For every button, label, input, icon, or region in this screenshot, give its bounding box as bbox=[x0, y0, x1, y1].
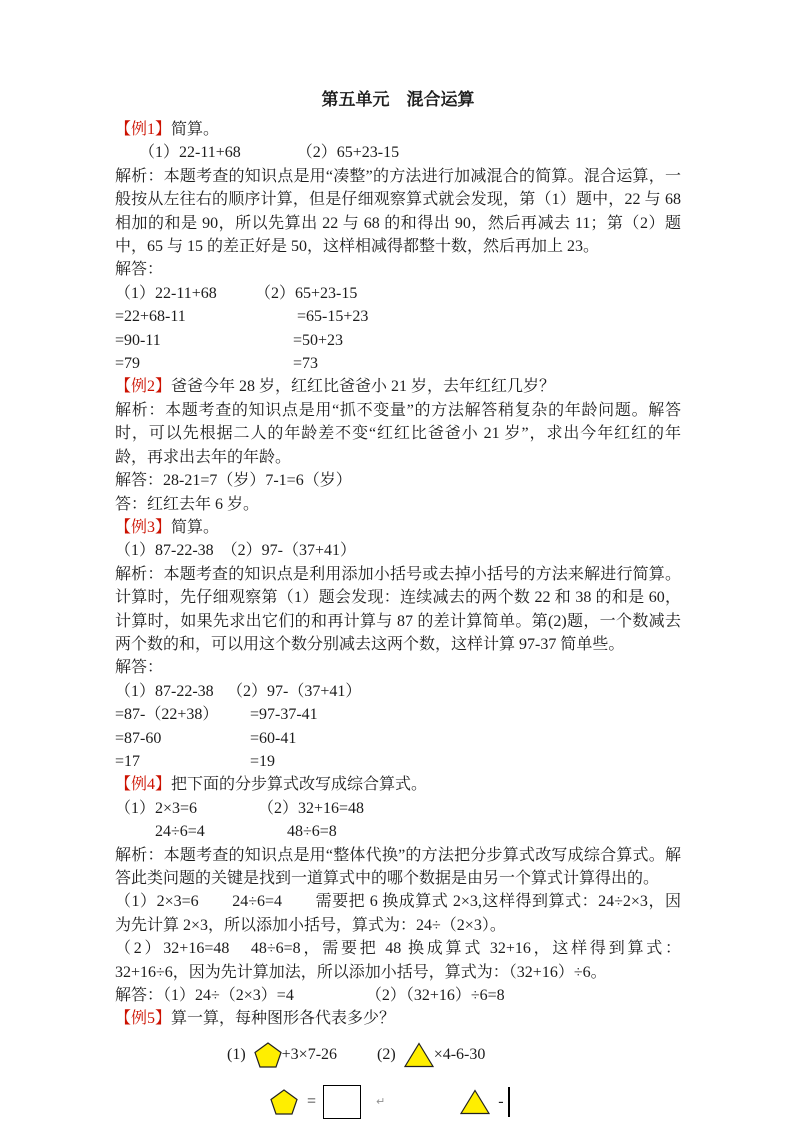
answer-box bbox=[323, 1085, 361, 1119]
example-3-solution bbox=[115, 680, 681, 774]
example-2-question: 爸爸今年 28 岁，红红比爸爸小 21 岁，去年红红几岁？ bbox=[171, 378, 556, 396]
example-1-label: 【例1】 bbox=[115, 121, 172, 138]
example-4-problems-col2 bbox=[258, 797, 364, 844]
example-5-label: 【例5】 bbox=[115, 1010, 172, 1028]
dash-sign: - bbox=[498, 1092, 504, 1110]
example-1-solution bbox=[115, 282, 681, 376]
calc-line: =17 bbox=[115, 752, 141, 770]
example-3-solution-col2 bbox=[227, 680, 361, 774]
example-1-heading bbox=[115, 118, 681, 141]
page-title: 第五单元 混合运算 bbox=[321, 90, 475, 109]
example-2-reply: 答：红红去年 6 岁。 bbox=[115, 495, 260, 513]
example-1-problems: （1）22-11+68 （2）65+23-15 bbox=[139, 144, 400, 162]
example-4-label: 【例4】 bbox=[115, 776, 172, 794]
equation-1-number: (1) bbox=[227, 1045, 246, 1063]
equation-2-expression: ×4-6-30 bbox=[433, 1045, 486, 1063]
calc-line: =97-37-41 bbox=[250, 706, 318, 724]
example-5-intro: 算一算，每种图形各代表多少？ bbox=[171, 1010, 396, 1028]
calc-line: =65-15+23 bbox=[297, 308, 369, 326]
calc-line: （2）32+16=48 bbox=[258, 799, 365, 817]
calc-line: =60-41 bbox=[250, 729, 297, 747]
calc-line: =50+23 bbox=[293, 331, 344, 349]
example-3-answer-label: 解答： bbox=[115, 659, 164, 677]
example-1-solution-col1 bbox=[115, 282, 255, 376]
example-4-problems-col1 bbox=[115, 797, 258, 844]
triangle-icon bbox=[404, 1042, 434, 1068]
calc-line: 24÷6=4 bbox=[155, 823, 205, 841]
calc-line: 48÷6=8 bbox=[287, 823, 337, 841]
example-4-analysis: 解析：本题考查的知识点是用“整体代换”的方法把分步算式改写成综合算式。解答此类问题的关键是找到一道算式中的哪个数据是由另一个算式计算得出的。 bbox=[115, 846, 681, 887]
pentagon-icon bbox=[270, 1089, 298, 1115]
example-1-intro: 简算。 bbox=[171, 121, 220, 138]
example-4-step2: （2）32+16=48 48÷6=8，需要把 48 换成算式 32+16，这样得到算式：32+16÷6，因为先计算加法，所以添加小括号，算式为：（32+16）÷6。 bbox=[115, 940, 681, 981]
example-5-equations bbox=[115, 1038, 681, 1072]
triangle-icon bbox=[460, 1089, 490, 1115]
example-4-intro: 把下面的分步算式改写成综合算式。 bbox=[171, 776, 428, 794]
example-2-analysis: 解析：本题考查的知识点是用“抓不变量”的方法解答稍复杂的年龄问题。解答时，可以先根据二人的年龄差不变“红红比爸爸小 21 岁”，求出今年红红的年龄，再求出去年的年龄。 bbox=[115, 401, 681, 466]
example-3-label: 【例3】 bbox=[115, 518, 172, 536]
equals-sign: = bbox=[307, 1092, 317, 1110]
return-mark: ↵ bbox=[376, 1095, 386, 1109]
calc-line: =79 bbox=[115, 355, 141, 373]
calc-line: （2）97-（37+41） bbox=[227, 682, 362, 700]
calc-line: =19 bbox=[250, 752, 276, 770]
calc-line: （1）2×3=6 bbox=[115, 799, 198, 817]
example-5-heading bbox=[115, 1007, 681, 1030]
calc-line: （2）65+23-15 bbox=[255, 284, 358, 302]
example-3-intro: 简算。 bbox=[171, 518, 220, 536]
calc-line: （1）87-22-38 bbox=[115, 682, 214, 700]
example-3-problems: （1）87-22-38 （2）97-（37+41） bbox=[115, 542, 357, 560]
example-2-answer: 解答：28-21=7（岁）7-1=6（岁） bbox=[115, 472, 352, 490]
example-4-answer: 解答：（1）24÷（2×3）=4 （2）（32+16）÷6=8 bbox=[115, 987, 505, 1005]
calc-line: =87-（22+38） bbox=[115, 706, 219, 724]
calc-line: =87-60 bbox=[115, 729, 162, 747]
example-1-answer-label: 解答： bbox=[115, 261, 164, 279]
example-4-problems bbox=[115, 797, 681, 844]
example-4-step1: （1）2×3=6 24÷6=4 需要把 6 换成算式 2×3,这样得到算式：24÷2×3，因为先计算 2×3，所以添加小括号，算式为：24÷（2×3）。 bbox=[115, 893, 681, 934]
text-cursor bbox=[508, 1087, 510, 1117]
calc-line: =90-11 bbox=[115, 331, 161, 349]
calc-line: （1）22-11+68 bbox=[115, 284, 217, 302]
example-4-heading bbox=[115, 773, 681, 796]
equation-2-number: (2) bbox=[377, 1045, 396, 1063]
example-2-label: 【例2】 bbox=[115, 378, 172, 396]
calc-line: =22+68-11 bbox=[115, 308, 186, 326]
example-1-solution-col2 bbox=[255, 282, 368, 376]
example-2-heading bbox=[115, 375, 681, 398]
equation-1-expression: +3×7-26 bbox=[281, 1045, 338, 1063]
calc-line: =73 bbox=[293, 355, 319, 373]
example-3-solution-col1 bbox=[115, 680, 227, 774]
example-1-analysis: 解析：本题考查的知识点是用“凑整”的方法进行加减混合的简算。混合运算，一般按从左往右的顺序计算，但是仔细观察算式就会发现，第（1）题中，22 与 68 相加的和是 90，所以先算出 22 与 68 的和得出 90，然后再减去 11；第（2）题中，65 与 15 的差正好是 50，这样相减得都整十数，然后再加上 23。 bbox=[115, 167, 681, 256]
example-3-analysis: 解析：本题考查的知识点是利用添加小括号或去掉小括号的方法来解进行简算。计算时，先仔细观察第（1）题会发现：连续减去的两个数 22 和 38 的和是 60，计算时，如果先求出它们的和再计算与 87 的差计算简单。第(2)题，一个数减去两个数的和，可以用这个数分别减去这两个数，这样计算 97-37 简单些。 bbox=[115, 565, 681, 653]
example-3-heading bbox=[115, 516, 681, 539]
pentagon-icon bbox=[254, 1042, 282, 1068]
example-5-answers bbox=[115, 1083, 681, 1121]
